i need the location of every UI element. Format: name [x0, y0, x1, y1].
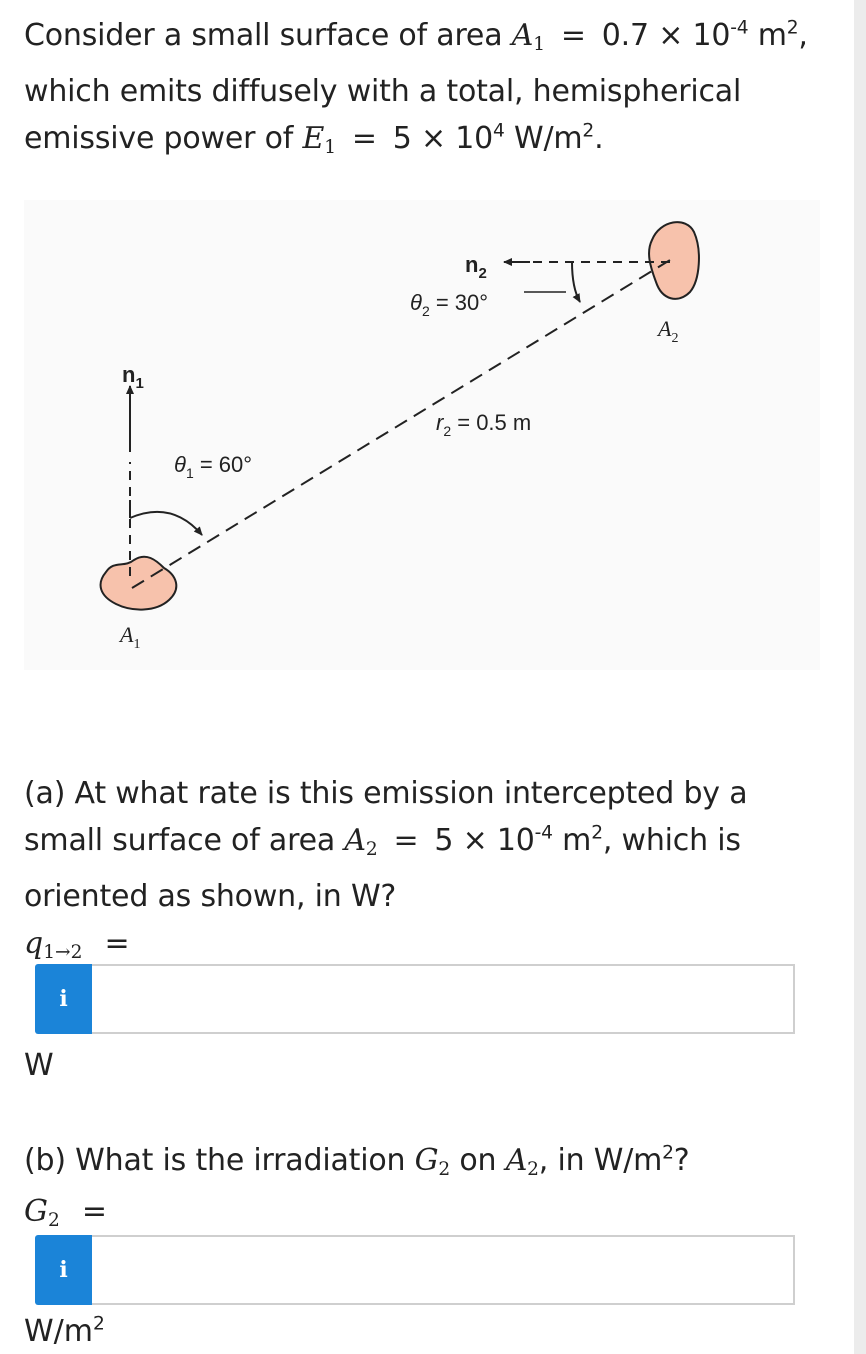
part-a-answer-row — [35, 964, 795, 1034]
figure-svg — [24, 200, 820, 670]
theta2-arc — [572, 262, 580, 302]
label-a2: $A_2$ — [658, 316, 679, 346]
surface-a2 — [649, 222, 699, 299]
label-a1: $A_1$ — [120, 622, 141, 652]
theta1-arc — [130, 512, 202, 535]
problem-statement — [24, 12, 824, 171]
label-r2: $r_2 = 0.5$ m — [436, 410, 532, 439]
part-a-question — [24, 770, 824, 920]
scrollbar[interactable] — [854, 0, 866, 1354]
part-a-variable: $q_{1\to 2}$ = — [24, 926, 130, 964]
part-b-answer-input[interactable] — [92, 1235, 795, 1305]
label-n1: $n_1$ — [122, 362, 144, 392]
part-a-line-2: small surface of area $A_2 = 5 \times 10^{-4}$ $m^2$, which is — [24, 822, 741, 861]
intro-line-3: emissive power of $E_1 = 5 \times 10^4$ $W/m^2$. — [24, 120, 604, 159]
info-icon: i — [59, 1257, 68, 1283]
label-theta1: $\theta_1 = 60^\circ$ — [174, 452, 253, 481]
info-icon: i — [59, 986, 68, 1012]
part-a-unit: W — [24, 1048, 54, 1083]
part-b-unit: $W/m^2$ — [24, 1313, 105, 1349]
label-n2: $n_2$ — [465, 252, 487, 282]
geometry-figure — [24, 200, 820, 670]
intro-line-2: which emits diffusely with a total, hemispherical — [24, 74, 742, 110]
part-b-answer-row — [35, 1235, 795, 1305]
part-b-question — [24, 1137, 824, 1193]
intro-line-1: Consider a small surface of area $A_1 = 0.7 \times 10^{-4}$ $m^2$, — [24, 17, 808, 56]
line-of-sight — [132, 260, 670, 588]
part-a-info-button[interactable] — [35, 964, 92, 1034]
part-a-line-1: (a) At what rate is this emission intercepted by a — [24, 776, 748, 811]
part-b-variable: $G_2$ = — [24, 1194, 107, 1232]
part-a-line-3: oriented as shown, in W? — [24, 879, 397, 915]
label-theta2: $\theta_2 = 30^\circ$ — [410, 290, 489, 319]
part-b-info-button[interactable] — [35, 1235, 92, 1305]
part-a-answer-input[interactable] — [92, 964, 795, 1034]
part-b-line-1: (b) What is the irradiation $G_2$ on $A_2$, in $W/m^2$? — [24, 1142, 690, 1181]
